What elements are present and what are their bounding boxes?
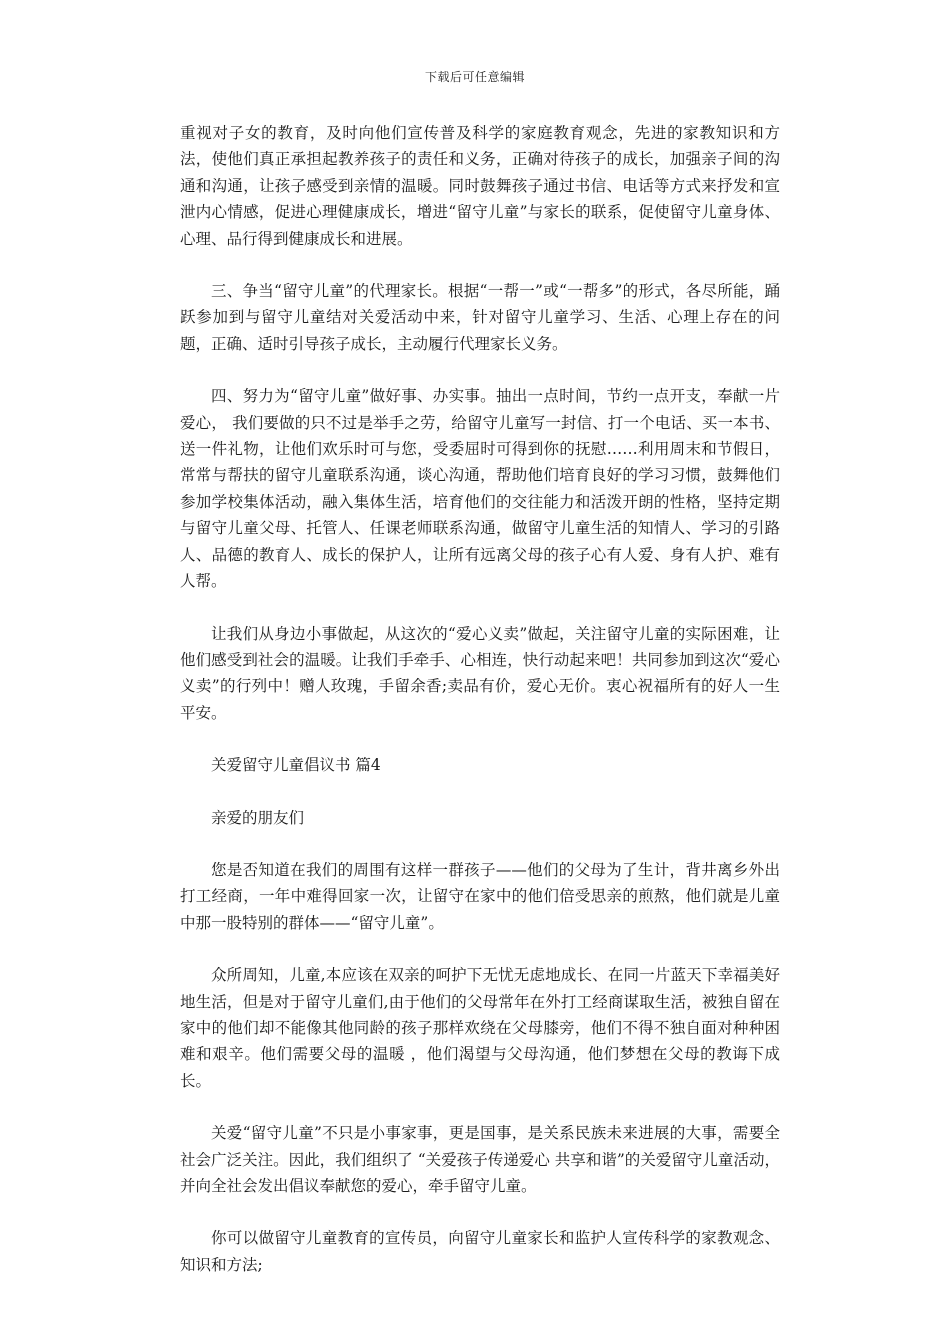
paragraph: 让我们从身边小事做起，从这次的“爱心义卖”做起，关注留守儿童的实际困难，让他们感受到社会的温暖。让我们手牵手、心相连，快行动起来吧！共同参加到这次“爱心义卖”的行列中！赠人玫瑰，手留余香;卖品有价，爱心无价。衷心祝福所有的好人一生平安。	[180, 624, 780, 722]
paragraph: 关爱“留守儿童”不只是小事家事，更是国事，是关系民族未来进展的大事，需要全社会广泛关注。因此，我们组织了 “关爱孩子传递爱心 共享和谐”的关爱留守儿童活动，并向全社会发出倡议奉献您的爱心，牵手留守儿童。	[180, 1124, 780, 1195]
paragraph: 众所周知，儿童,本应该在双亲的呵护下无忧无虑地成长、在同一片蓝天下幸福美好地生活，但是对于留守儿童们,由于他们的父母常年在外打工经商谋取生活，被独自留在家中的他们却不能像其他同龄的孩子那样欢绕在父母膝旁，他们不得不独自面对种种困难和艰辛。他们需要父母的温暖 ，他们渴望与父母沟通，他们梦想在父母的教诲下成长。	[180, 966, 780, 1090]
paragraph: 三、争当“留守儿童”的代理家长。根据“一帮一”或“一帮多”的形式，各尽所能，踊跃参加到与留守儿童结对关爱活动中来，针对留守儿童学习、生活、心理上存在的问题，正确、适时引导孩子成长，主动履行代理家长义务。	[180, 282, 780, 353]
section-heading: 关爱留守儿童倡议书 篇4	[211, 756, 381, 775]
paragraph: 重视对子女的教育，及时向他们宣传普及科学的家庭教育观念，先进的家教知识和方法，使他们真正承担起教养孩子的责任和义务，正确对待孩子的成长，加强亲子间的沟通和沟通，让孩子感受到亲情的温暖。同时鼓舞孩子通过书信、电话等方式来抒发和宣泄内心情感，促进心理健康成长，增进“留守儿童”与家长的联系，促使留守儿童身体、心理、品行得到健康成长和进展。	[180, 124, 780, 248]
paragraph: 您是否知道在我们的周围有这样一群孩子——他们的父母为了生计，背井离乡外出打工经商，一年中难得回家一次，让留守在家中的他们倍受思亲的煎熬，他们就是儿童中那一股特别的群体——“留守儿童”。	[180, 860, 780, 932]
document-body	[180, 120, 780, 1304]
paragraph: 四、努力为“留守儿童”做好事、办实事。抽出一点时间，节约一点开支，奉献一片爱心， 我们要做的只不过是举手之劳，给留守儿童写一封信、打一个电话、买一本书、送一件礼物，让他们欢乐时可与您，受委屈时可得到你的抚慰……利用周末和节假日，常常与帮扶的留守儿童联系沟通，谈心沟通，帮助他们培育良好的学习习惯，鼓舞他们参加学校集体活动，融入集体生活，培育他们的交往能力和活泼开朗的性格，坚持定期与留守儿童父母、托管人、任课老师联系沟通，做留守儿童生活的知情人、学习的引路人、品德的教育人、成长的保护人，让所有远离父母的孩子心有人爱、身有人护、难有人帮。	[180, 387, 780, 591]
salutation: 亲爱的朋友们	[211, 808, 305, 827]
page-header: 下载后可任意编辑	[424, 70, 525, 84]
paragraph: 你可以做留守儿童教育的宣传员，向留守儿童家长和监护人宣传科学的家教观念、知识和方法;	[180, 1229, 780, 1274]
